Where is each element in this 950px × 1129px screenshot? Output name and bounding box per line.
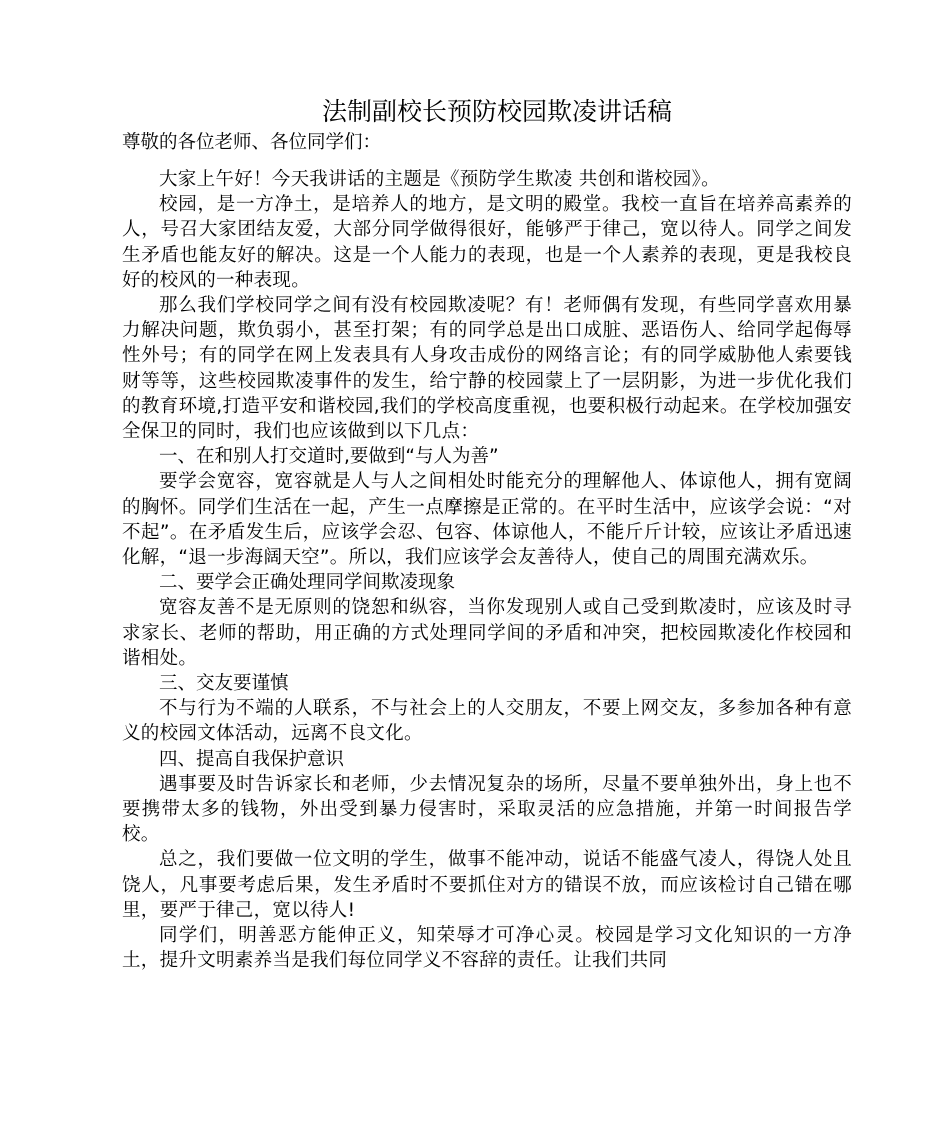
- paragraph-tolerance: 要学会宽容，宽容就是人与人之间相处时能充分的理解他人、体谅他人，拥有宽阔的胸怀。同学们生活在一起，产生一点摩擦是正常的。在平时生活中，应该学会说：“对不起”。在矛盾发生后，应该学会忍、包容、体谅他人，不能斤斤计较，应该让矛盾迅速化解，“退一步海阔天空”。所以，我们应该学会友善待人，使自己的周围充满欢乐。: [122, 471, 852, 569]
- section-heading-3: 三、交友要谨慎: [159, 673, 289, 695]
- document-page: [122, 94, 852, 974]
- paragraph-bullying-question: 那么我们学校同学之间有没有校园欺凌呢？有！老师偶有发现，有些同学喜欢用暴力解决问题，欺负弱小，甚至打架；有的同学总是出口成脏、恶语伤人、给同学起侮辱性外号；有的同学在网上发表具有人身攻击成份的网络言论；有的同学威胁他人索要钱财等等，这些校园欺凌事件的发生，给宁静的校园蒙上了一层阴影，为进一步优化我们的教育环境,打造平安和谐校园,我们的学校高度重视，也要积极行动起来。在学校加强安全保卫的同时，我们也应该做到以下几点：: [122, 295, 852, 443]
- paragraph-campus: 校园，是一方净土，是培养人的地方，是文明的殿堂。我校一直旨在培养高素养的人，号召大家团结友爱，大部分同学做得很好，能够严于律己，宽以待人。同学之间发生矛盾也能友好的解决。这是一个人能力的表现，也是一个人素养的表现，更是我校良好的校风的一种表现。: [122, 194, 852, 291]
- paragraph-friends: 不与行为不端的人联系，不与社会上的人交朋友，不要上网交友，多参加各种有意义的校园文体活动，远离不良文化。: [122, 698, 852, 745]
- salutation: 尊敬的各位老师、各位同学们：: [122, 132, 382, 153]
- section-heading-1: 一、在和别人打交道时,要做到“与人为善”: [159, 446, 499, 468]
- paragraph-closing: 同学们，明善恶方能伸正义，知荣辱才可净心灵。校园是学习文化知识的一方净土，提升文明素养当是我们每位同学义不容辞的责任。让我们共同: [122, 925, 852, 972]
- section-heading-2: 二、要学会正确处理同学间欺凌现象: [159, 572, 456, 594]
- paragraph-conclusion: 总之，我们要做一位文明的学生，做事不能冲动，说话不能盛气凌人，得饶人处且饶人，凡事要考虑后果，发生矛盾时不要抓住对方的错误不放，而应该检讨自己错在哪里，要严于律己，宽以待人!: [122, 849, 852, 921]
- section-heading-4: 四、提高自我保护意识: [159, 748, 345, 770]
- document-title: 法制副校长预防校园欺凌讲话稿: [321, 97, 672, 126]
- paragraph-handle-bullying: 宽容友善不是无原则的饶恕和纵容，当你发现别人或自己受到欺凌时，应该及时寻求家长、老师的帮助，用正确的方式处理同学间的矛盾和冲突，把校园欺凌化作校园和谐相处。: [122, 597, 852, 669]
- paragraph-self-protection: 遇事要及时告诉家长和老师，少去情况复杂的场所，尽量不要单独外出，身上也不要携带太多的钱物，外出受到暴力侵害时，采取灵活的应急措施，并第一时间报告学校。: [122, 773, 852, 846]
- paragraph-greeting: 大家上午好！今天我讲话的主题是《预防学生欺凌 共创和谐校园》。: [159, 169, 720, 190]
